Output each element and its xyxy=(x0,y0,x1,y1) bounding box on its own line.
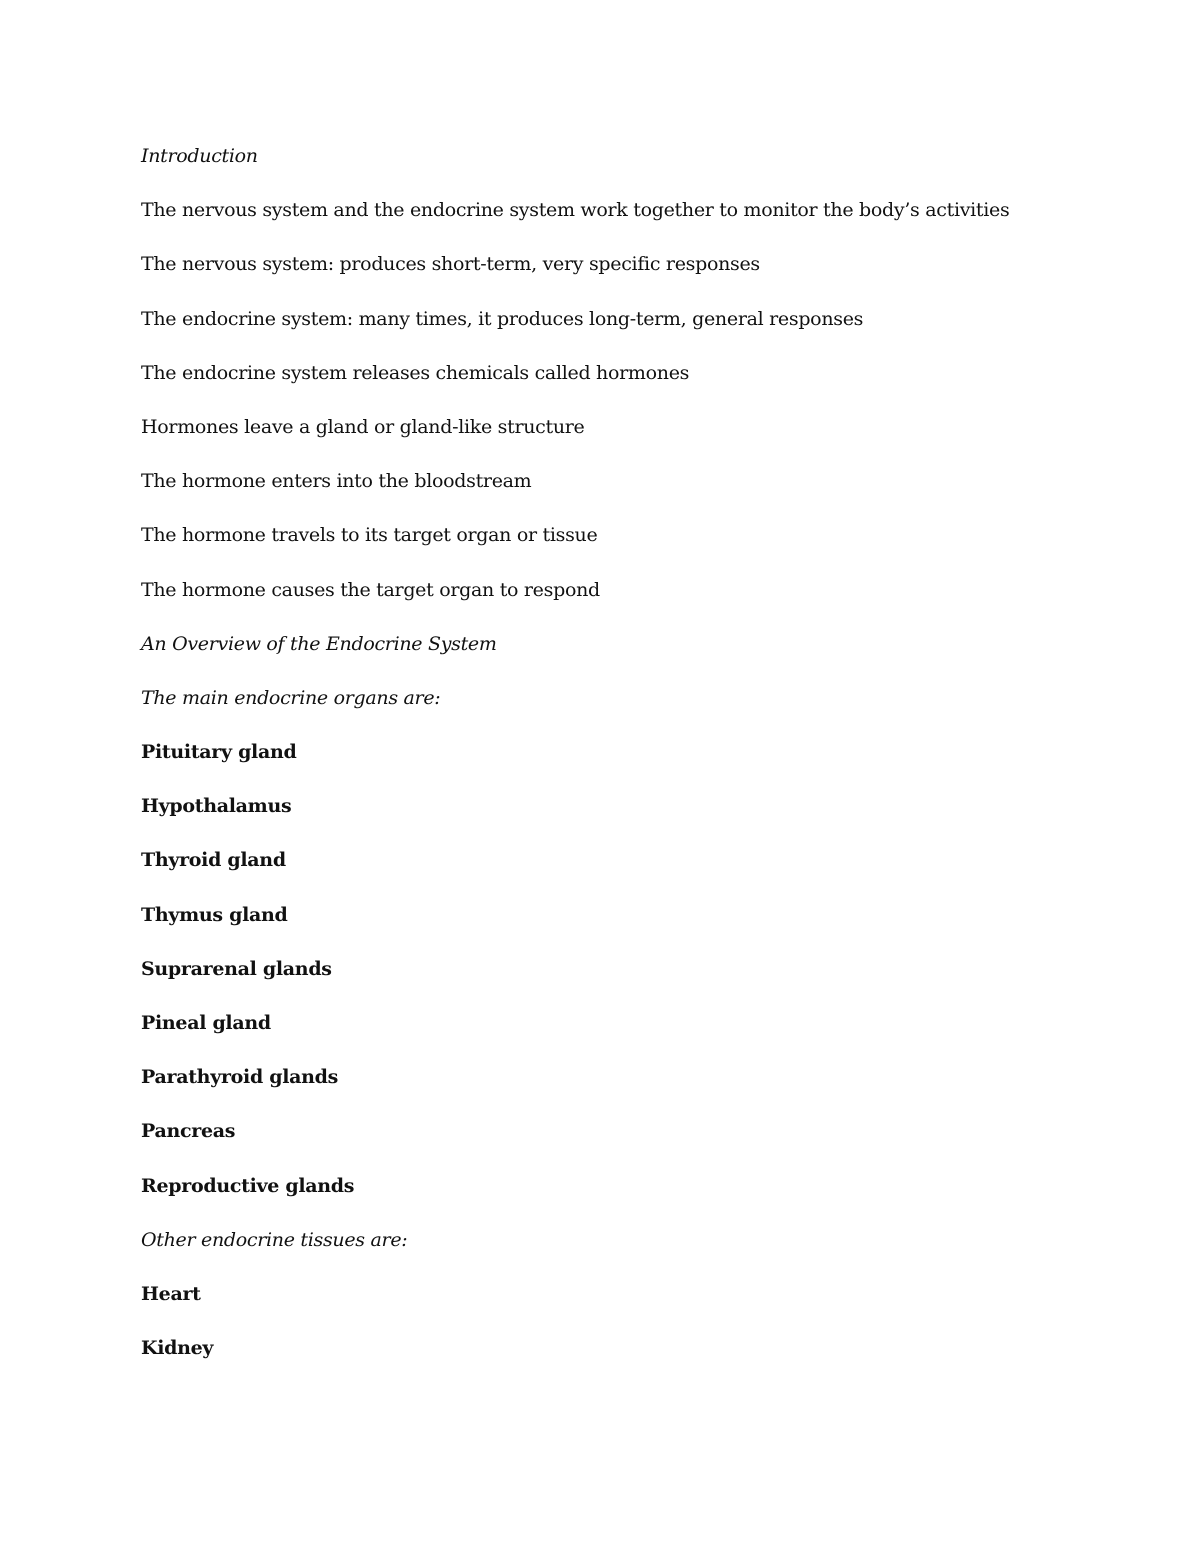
intro-line: The hormone causes the target organ to respond xyxy=(141,578,600,601)
section-heading-introduction: Introduction xyxy=(141,145,258,167)
intro-line: The endocrine system: many times, it produces long-term, general responses xyxy=(141,307,864,330)
organ-item: Reproductive glands xyxy=(141,1174,355,1197)
subheading-other-tissues: Other endocrine tissues are: xyxy=(141,1228,408,1251)
tissue-item: Heart xyxy=(141,1282,201,1305)
tissue-item: Kidney xyxy=(141,1337,214,1360)
organ-item: Parathyroid glands xyxy=(141,1066,339,1089)
subheading-main-organs: The main endocrine organs are: xyxy=(141,686,441,709)
organ-item: Thyroid gland xyxy=(141,849,286,872)
intro-line: The hormone travels to its target organ or tissue xyxy=(141,524,598,547)
document-body xyxy=(141,141,1141,1387)
organ-item: Suprarenal glands xyxy=(141,957,332,980)
intro-line: The endocrine system releases chemicals called hormones xyxy=(141,361,690,384)
intro-line: The hormone enters into the bloodstream xyxy=(141,470,532,493)
organ-item: Pituitary gland xyxy=(141,741,297,764)
organ-item: Pancreas xyxy=(141,1120,236,1143)
intro-line: Hormones leave a gland or gland-like structure xyxy=(141,415,585,438)
intro-line: The nervous system: produces short-term, very specific responses xyxy=(141,253,760,276)
intro-line: The nervous system and the endocrine system work together to monitor the body’s activities xyxy=(141,199,1010,222)
organ-item: Hypothalamus xyxy=(141,795,292,818)
section-heading-overview: An Overview of the Endocrine System xyxy=(141,632,497,655)
organ-item: Thymus gland xyxy=(141,903,288,926)
organ-item: Pineal gland xyxy=(141,1012,271,1034)
